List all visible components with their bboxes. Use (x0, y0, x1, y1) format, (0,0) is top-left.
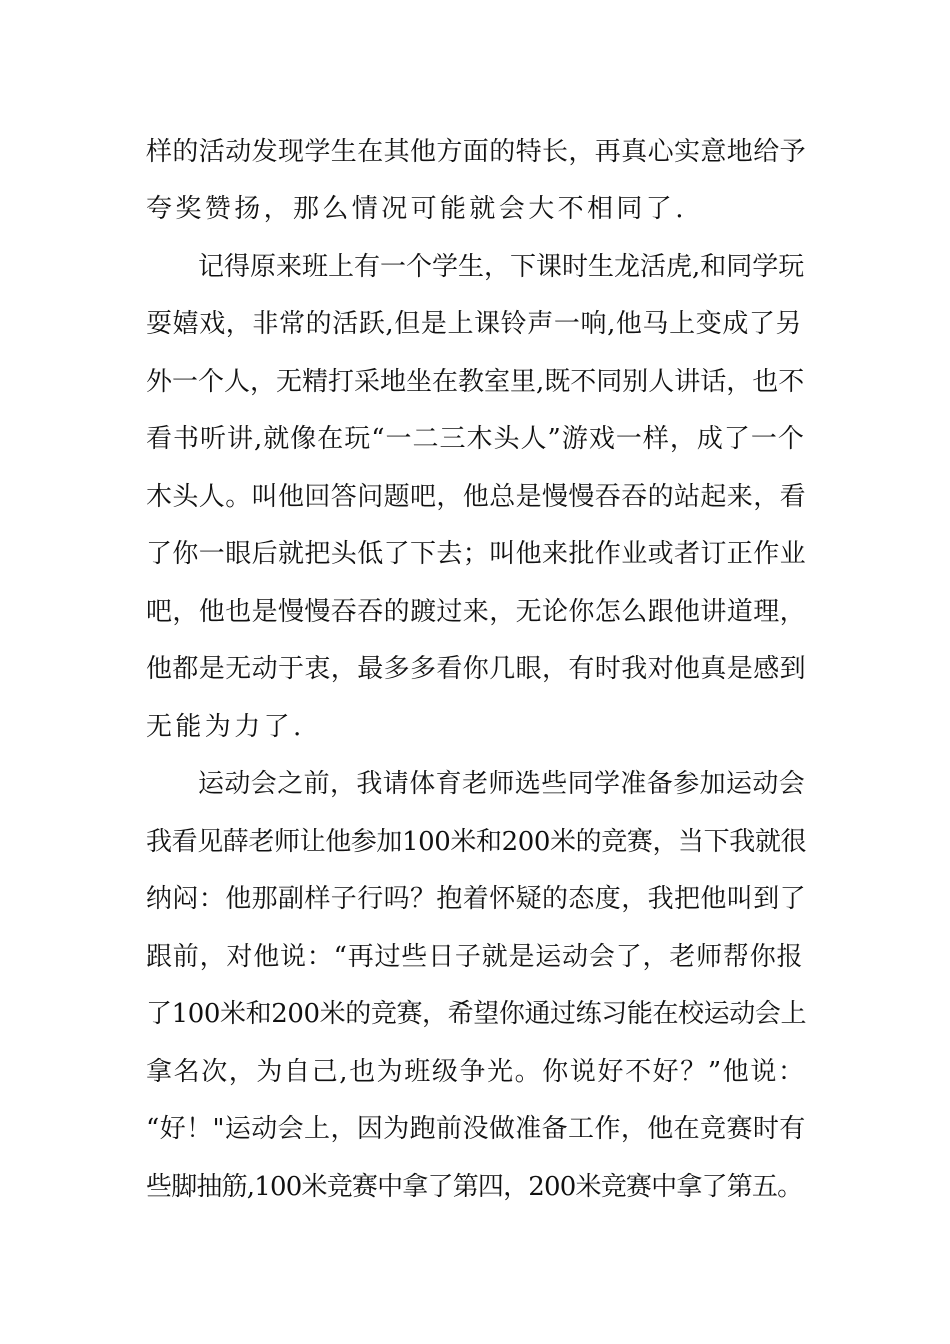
text-line: 拿名次，为自己,也为班级争光。你说好不好？”他说： (146, 1057, 806, 1087)
text-line: 纳闷：他那副样子行吗？抱着怀疑的态度，我把他叫到了 (146, 884, 807, 914)
text-line: 耍嬉戏，非常的活跃,但是上课铃声一响,他马上变成了另 (146, 309, 803, 339)
text-line: 我看见薛老师让他参加100米和200米的竞赛，当下我就很 (146, 827, 807, 857)
text-line: 些脚抽筋,100米竞赛中拿了第四，200米竞赛中拿了第五。 (146, 1172, 803, 1202)
text-line: 外一个人，无精打采地坐在教室里,既不同别人讲话，也不 (146, 367, 805, 397)
text-line: 吧，他也是慢慢吞吞的踱过来，无论你怎么跟他讲道理， (146, 597, 807, 627)
text-line: 他都是无动于衷，最多多看你几眼，有时我对他真是感到 (146, 654, 807, 684)
text-line: 样的活动发现学生在其他方面的特长，再真心实意地给予 (146, 137, 807, 167)
text-line: 木头人。叫他回答问题吧，他总是慢慢吞吞的站起来，看 (146, 482, 807, 512)
text-line: 跟前，对他说：“再过些日子就是运动会了，老师帮你报 (146, 942, 804, 972)
text-line: 夸奖赞扬，那么情况可能就会大不相同了. (146, 194, 687, 224)
text-line: 看书听讲,就像在玩“一二三木头人”游戏一样，成了一个 (146, 424, 805, 454)
text-line: 了100米和200米的竞赛，希望你通过练习能在校运动会上 (146, 999, 807, 1029)
text-line: 无能为力了. (146, 712, 305, 742)
paragraph-start-line: 记得原来班上有一个学生，下课时生龙活虎,和同学玩 (198, 252, 805, 282)
text-line: “好！"运动会上，因为跑前没做准备工作，他在竞赛时有 (146, 1114, 806, 1144)
paragraph-start-line: 运动会之前，我请体育老师选些同学准备参加运动会 (198, 769, 806, 799)
text-line: 了你一眼后就把头低了下去；叫他来批作业或者订正作业 (146, 539, 807, 569)
